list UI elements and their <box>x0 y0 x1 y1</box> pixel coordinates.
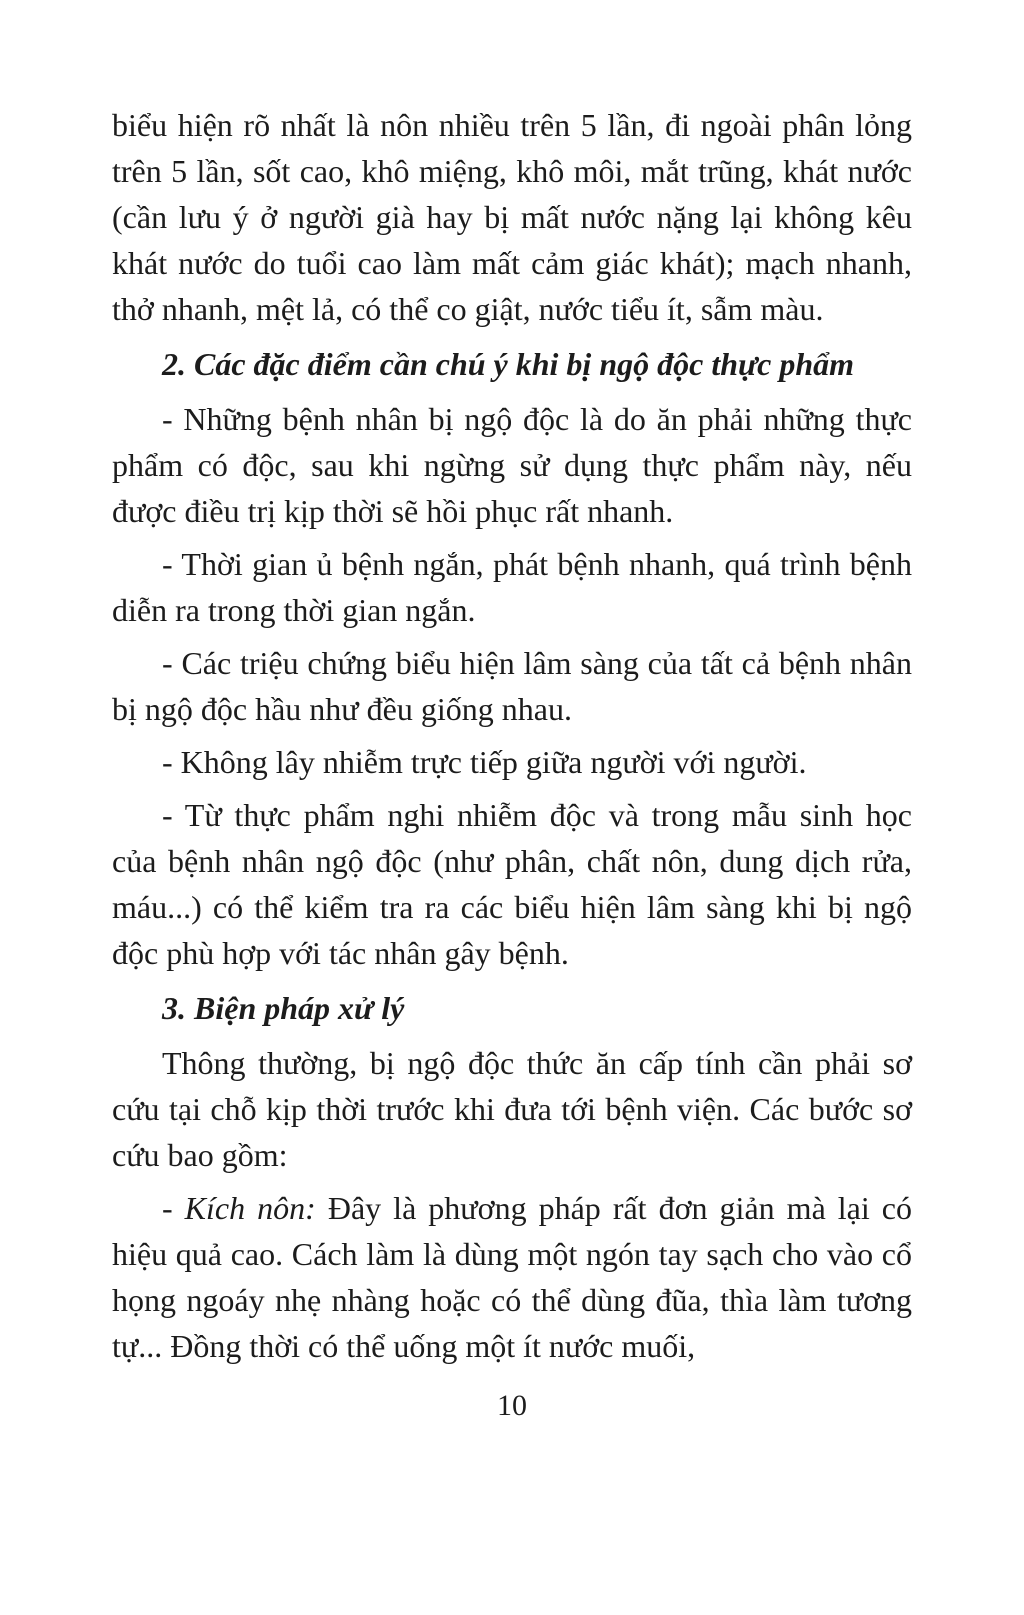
page-number: 10 <box>497 1389 527 1422</box>
paragraph-lead: - Kích nôn: <box>162 1190 316 1226</box>
paragraph-continuation: biểu hiện rõ nhất là nôn nhiều trên 5 lần, đi ngoài phân lỏng trên 5 lần, sốt cao, khô miệng, khô môi, mắt trũng, khát nước (cần lưu ý ở người già hay bị mất nước nặng lại không kêu khát nước do tuổi cao làm mất cảm giác khát); mạch nhanh, thở nhanh, mệt lả, có thể co giật, nước tiểu ít, sẫm màu. <box>112 107 912 327</box>
paragraph <box>112 1185 912 1369</box>
paragraph: - Từ thực phẩm nghi nhiễm độc và trong mẫu sinh học của bệnh nhân ngộ độc (như phân, chất nôn, dung dịch rửa, máu...) có thể kiểm tra ra các biểu hiện lâm sàng khi bị ngộ độc phù hợp với tác nhân gây bệnh. <box>112 797 912 971</box>
paragraph-rest: Đây là phương pháp rất đơn giản mà lại có hiệu quả cao. Cách làm là dùng một ngón tay sạch cho vào cổ họng ngoáy nhẹ nhàng hoặc có thể dùng đũa, thìa làm tương tự... Đồng thời có thể uống một ít nước muối, <box>112 1190 913 1364</box>
paragraph: - Thời gian ủ bệnh ngắn, phát bệnh nhanh, quá trình bệnh diễn ra trong thời gian ngắn. <box>112 546 912 628</box>
paragraph: - Không lây nhiễm trực tiếp giữa người với người. <box>162 744 807 780</box>
section-heading-3: 3. Biện pháp xử lý <box>162 990 405 1026</box>
paragraph: - Các triệu chứng biểu hiện lâm sàng của tất cả bệnh nhân bị ngộ độc hầu như đều giống nhau. <box>112 645 912 727</box>
paragraph: - Những bệnh nhân bị ngộ độc là do ăn phải những thực phẩm có độc, sau khi ngừng sử dụng thực phẩm này, nếu được điều trị kịp thời sẽ hồi phục rất nhanh. <box>112 401 912 529</box>
section-heading-2: 2. Các đặc điểm cần chú ý khi bị ngộ độc thực phẩm <box>162 346 855 382</box>
paragraph: Thông thường, bị ngộ độc thức ăn cấp tính cần phải sơ cứu tại chỗ kịp thời trước khi đưa tới bệnh viện. Các bước sơ cứu bao gồm: <box>112 1045 912 1173</box>
